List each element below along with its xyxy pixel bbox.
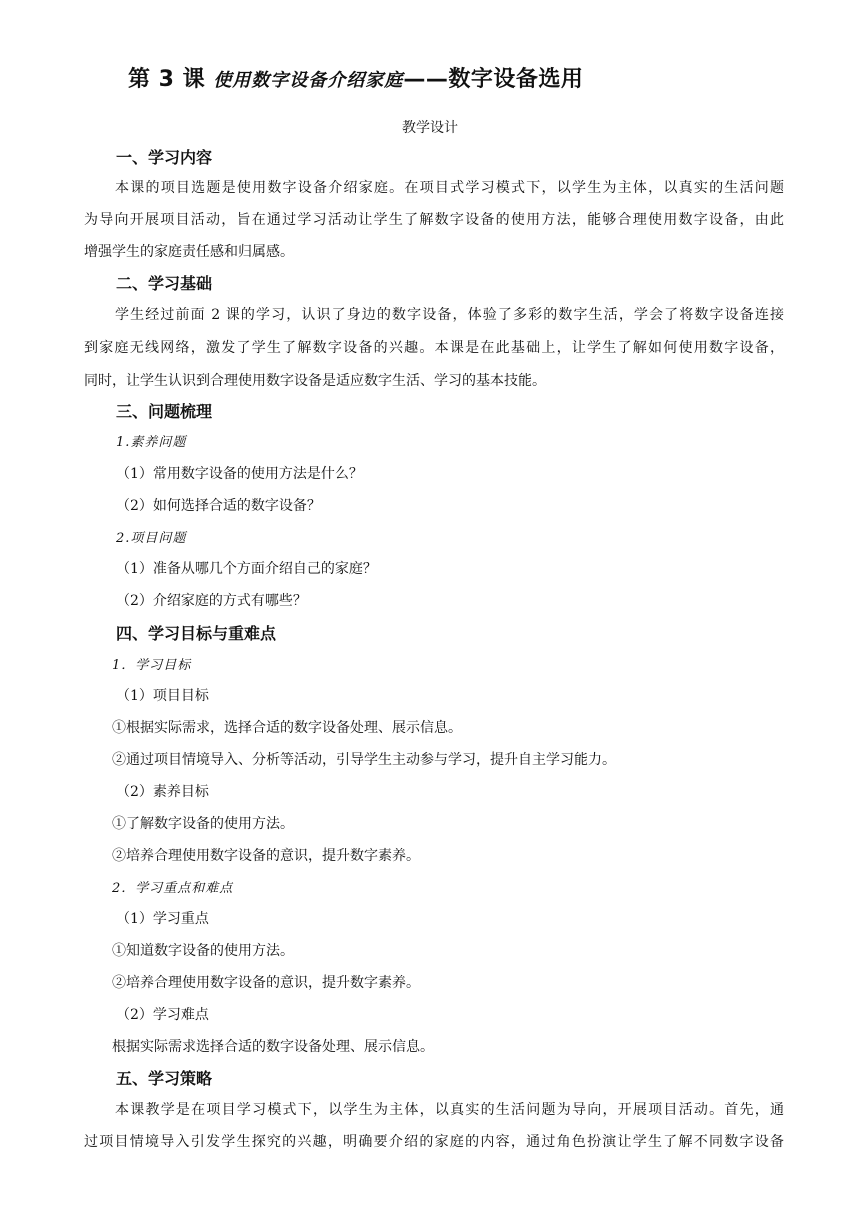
list-item: （1）学习重点 [116, 911, 209, 927]
list-item: （2）素养目标 [116, 784, 209, 800]
paragraph-line: 本课的项目选题是使用数字设备介绍家庭。在项目式学习模式下，以学生为主体，以真实的生活问题 [115, 180, 784, 196]
paragraph-line: 本课教学是在项目学习模式下，以学生为主体，以真实的生活问题为导向，开展项目活动。首先，通 [115, 1102, 784, 1118]
title-stylized: 使用数字设备介绍家庭 [213, 70, 404, 91]
section-heading-foundation: 二、学习基础 [116, 274, 213, 293]
paragraph-line: 学生经过前面 2 课的学习，认识了身边的数字设备，体验了多彩的数字生活，学会了将数字设备连接 [115, 307, 784, 323]
list-item: （2）介绍家庭的方式有哪些？ [116, 593, 307, 609]
section-heading-questions: 三、问题梳理 [116, 402, 213, 421]
paragraph-line: 到家庭无线网络，激发了学生了解数字设备的兴趣。本课是在此基础上，让学生了解如何使用数字设备， [84, 340, 784, 356]
list-item: （2）如何选择合适的数字设备？ [116, 498, 321, 514]
page-subtitle: 教学设计 [402, 120, 458, 136]
list-item: （1）常用数字设备的使用方法是什么？ [116, 466, 363, 482]
paragraph-line: 同时，让学生认识到合理使用数字设备是适应数字生活、学习的基本技能。 [84, 373, 546, 389]
list-item: ①了解数字设备的使用方法。 [112, 816, 294, 832]
list-item: ②通过项目情境导入、分析等活动，引导学生主动参与学习，提升自主学习能力。 [112, 752, 616, 768]
list-item: ②培养合理使用数字设备的意识，提升数字素养。 [112, 975, 420, 991]
title-suffix: ——数字设备选用 [403, 67, 584, 92]
list-item: ②培养合理使用数字设备的意识，提升数字素养。 [112, 848, 420, 864]
list-item: ①知道数字设备的使用方法。 [112, 943, 294, 959]
subheading: 1.素养问题 [116, 435, 187, 450]
list-item: ①根据实际需求，选择合适的数字设备处理、展示信息。 [112, 720, 462, 736]
section-heading-goals: 四、学习目标与重难点 [116, 624, 277, 643]
list-item: （1）准备从哪几个方面介绍自己的家庭？ [116, 561, 377, 577]
subheading: 2．学习重点和难点 [112, 881, 234, 896]
section-heading-strategy: 五、学习策略 [116, 1069, 213, 1088]
paragraph-line: 增强学生的家庭责任感和归属感。 [84, 244, 294, 260]
subheading: 1．学习目标 [112, 658, 192, 673]
list-item: （1）项目目标 [116, 688, 209, 704]
page-title [128, 62, 583, 93]
paragraph-line: 为导向开展项目活动，旨在通过学习活动让学生了解数字设备的使用方法，能够合理使用数字设备，由此 [84, 212, 784, 228]
subheading: 2.项目问题 [116, 531, 187, 546]
list-item: （2）学习难点 [116, 1007, 209, 1023]
list-item: 根据实际需求选择合适的数字设备处理、展示信息。 [112, 1039, 434, 1055]
paragraph-line: 过项目情境导入引发学生探究的兴趣，明确要介绍的家庭的内容，通过角色扮演让学生了解不同数字设备 [84, 1134, 784, 1150]
section-heading-content: 一、学习内容 [116, 148, 213, 167]
title-prefix: 第 3 课 [128, 67, 206, 92]
